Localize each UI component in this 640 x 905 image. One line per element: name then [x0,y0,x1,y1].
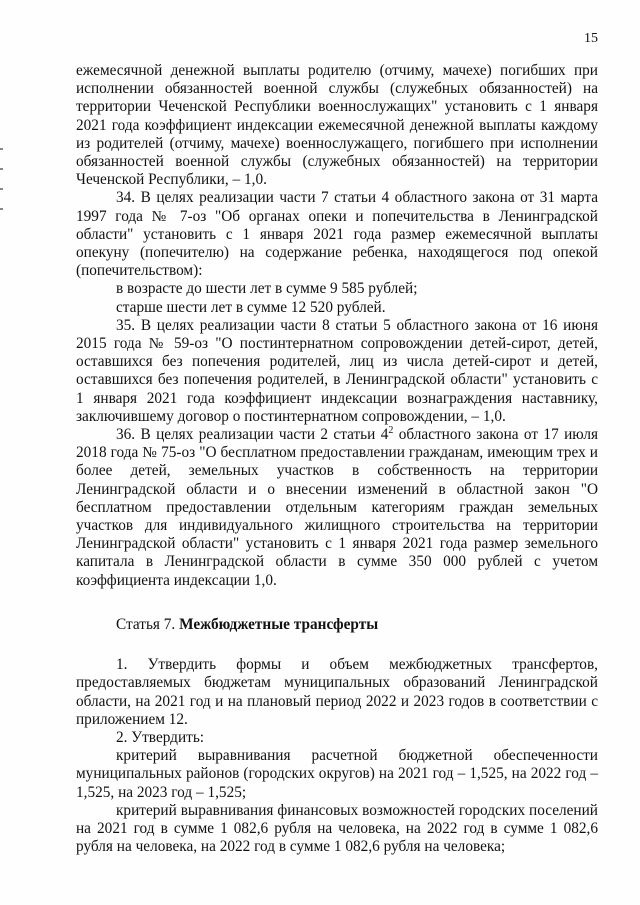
article-title: Межбюджетные трансферты [179,615,379,633]
paragraph-34-item-1: в возрасте до шести лет в сумме 9 585 рублей; [116,280,418,298]
scan-edge-mark [0,208,3,210]
page-number: 15 [584,31,598,46]
document-body [76,62,598,856]
scan-edge-mark [0,168,3,170]
paragraph-7-2-criterion-2: критерий выравнивания финансовых возможностей городских поселений на 2021 год в сумме 1 082,6 рубля на человека, на 2022 год в сумме 1 082,6 рубля на человека, на 2022 год в сумме 1 082,6 рубля на человека; [76,801,598,856]
paragraph-7-1: 1. Утвердить формы и объем межбюджетных трансфертов, предоставляемых бюджетам муниципальных образований Ленинградской области, на 2021 год и на плановый период 2022 и 2023 годов в соответствии с приложением 12. [76,656,598,728]
article-number: Статья 7. [116,615,180,633]
paragraph-7-2: 2. Утвердить: [116,728,205,746]
paragraph-34: 34. В целях реализации части 7 статьи 4 областного закона от 31 марта 1997 года № 7-оз "Об органах опеки и попечительства в Ленинградской области" установить с 1 января 2021 года размер ежемесячной выплаты опекуну (попечителю) на содержание ребенка, находящегося под опекой (попечительством): [76,189,598,280]
paragraph-35: 35. В целях реализации части 8 статьи 5 областного закона от 16 июня 2015 года № 59-оз "О постинтернатном сопровождении детей-сирот, детей, оставшихся без попечения родителей, лиц из числа детей-сирот и детей, оставшихся без попечения родителей, в Ленинградской области" установить с 1 января 2021 года коэффициент индексации вознаграждения наставнику, заключившему договор о постинтернатном сопровождении, – 1,0. [76,316,598,425]
paragraph-36-superscript: 2 [388,424,394,436]
paragraph-34-item-2: старше шести лет в сумме 12 520 рублей. [116,298,386,316]
scan-edge-mark [0,188,3,190]
paragraph-36 [76,426,598,590]
paragraph-36-rest: областного закона от 17 июля 2018 года № 75-оз "О бесплатном предоставлении гражданам, имеющим трех и более детей, земельных участков в собственность на территории Ленинградской области и о внесении изменений в областной закон "О бесплатном предоставлении отдельным категориям граждан земельных участков для индивидуального жилищного строительства на территории Ленинградской области" установить с 1 января 2021 года размер земельного капитала в Ленинградской области в сумме 350 000 рублей с учетом коэффициента индексации 1,0. [76,426,599,589]
article-heading [76,616,598,634]
scan-edge-mark [0,148,3,150]
paragraph-7-2-criterion-1: критерий выравнивания расчетной бюджетной обеспеченности муниципальных районов (городских округов) на 2021 год – 1,525, на 2022 год – 1,525, на 2023 год – 1,525; [76,747,598,801]
paragraph-continuation: ежемесячной денежной выплаты родителю (отчиму, мачехе) погибших при исполнении обязанностей военной службы (служебных обязанностей) на территории Чеченской Республики военнослужащих" установить с 1 января 2021 года коэффициент индексации ежемесячной денежной выплаты каждому из родителей (отчиму, мачехе) военнослужащего, погибшего при исполнении обязанностей военной службы (служебных обязанностей) на территории Чеченской Республики, – 1,0. [76,62,598,189]
paragraph-36-start: 36. В целях реализации части 2 статьи 4 [116,426,389,444]
